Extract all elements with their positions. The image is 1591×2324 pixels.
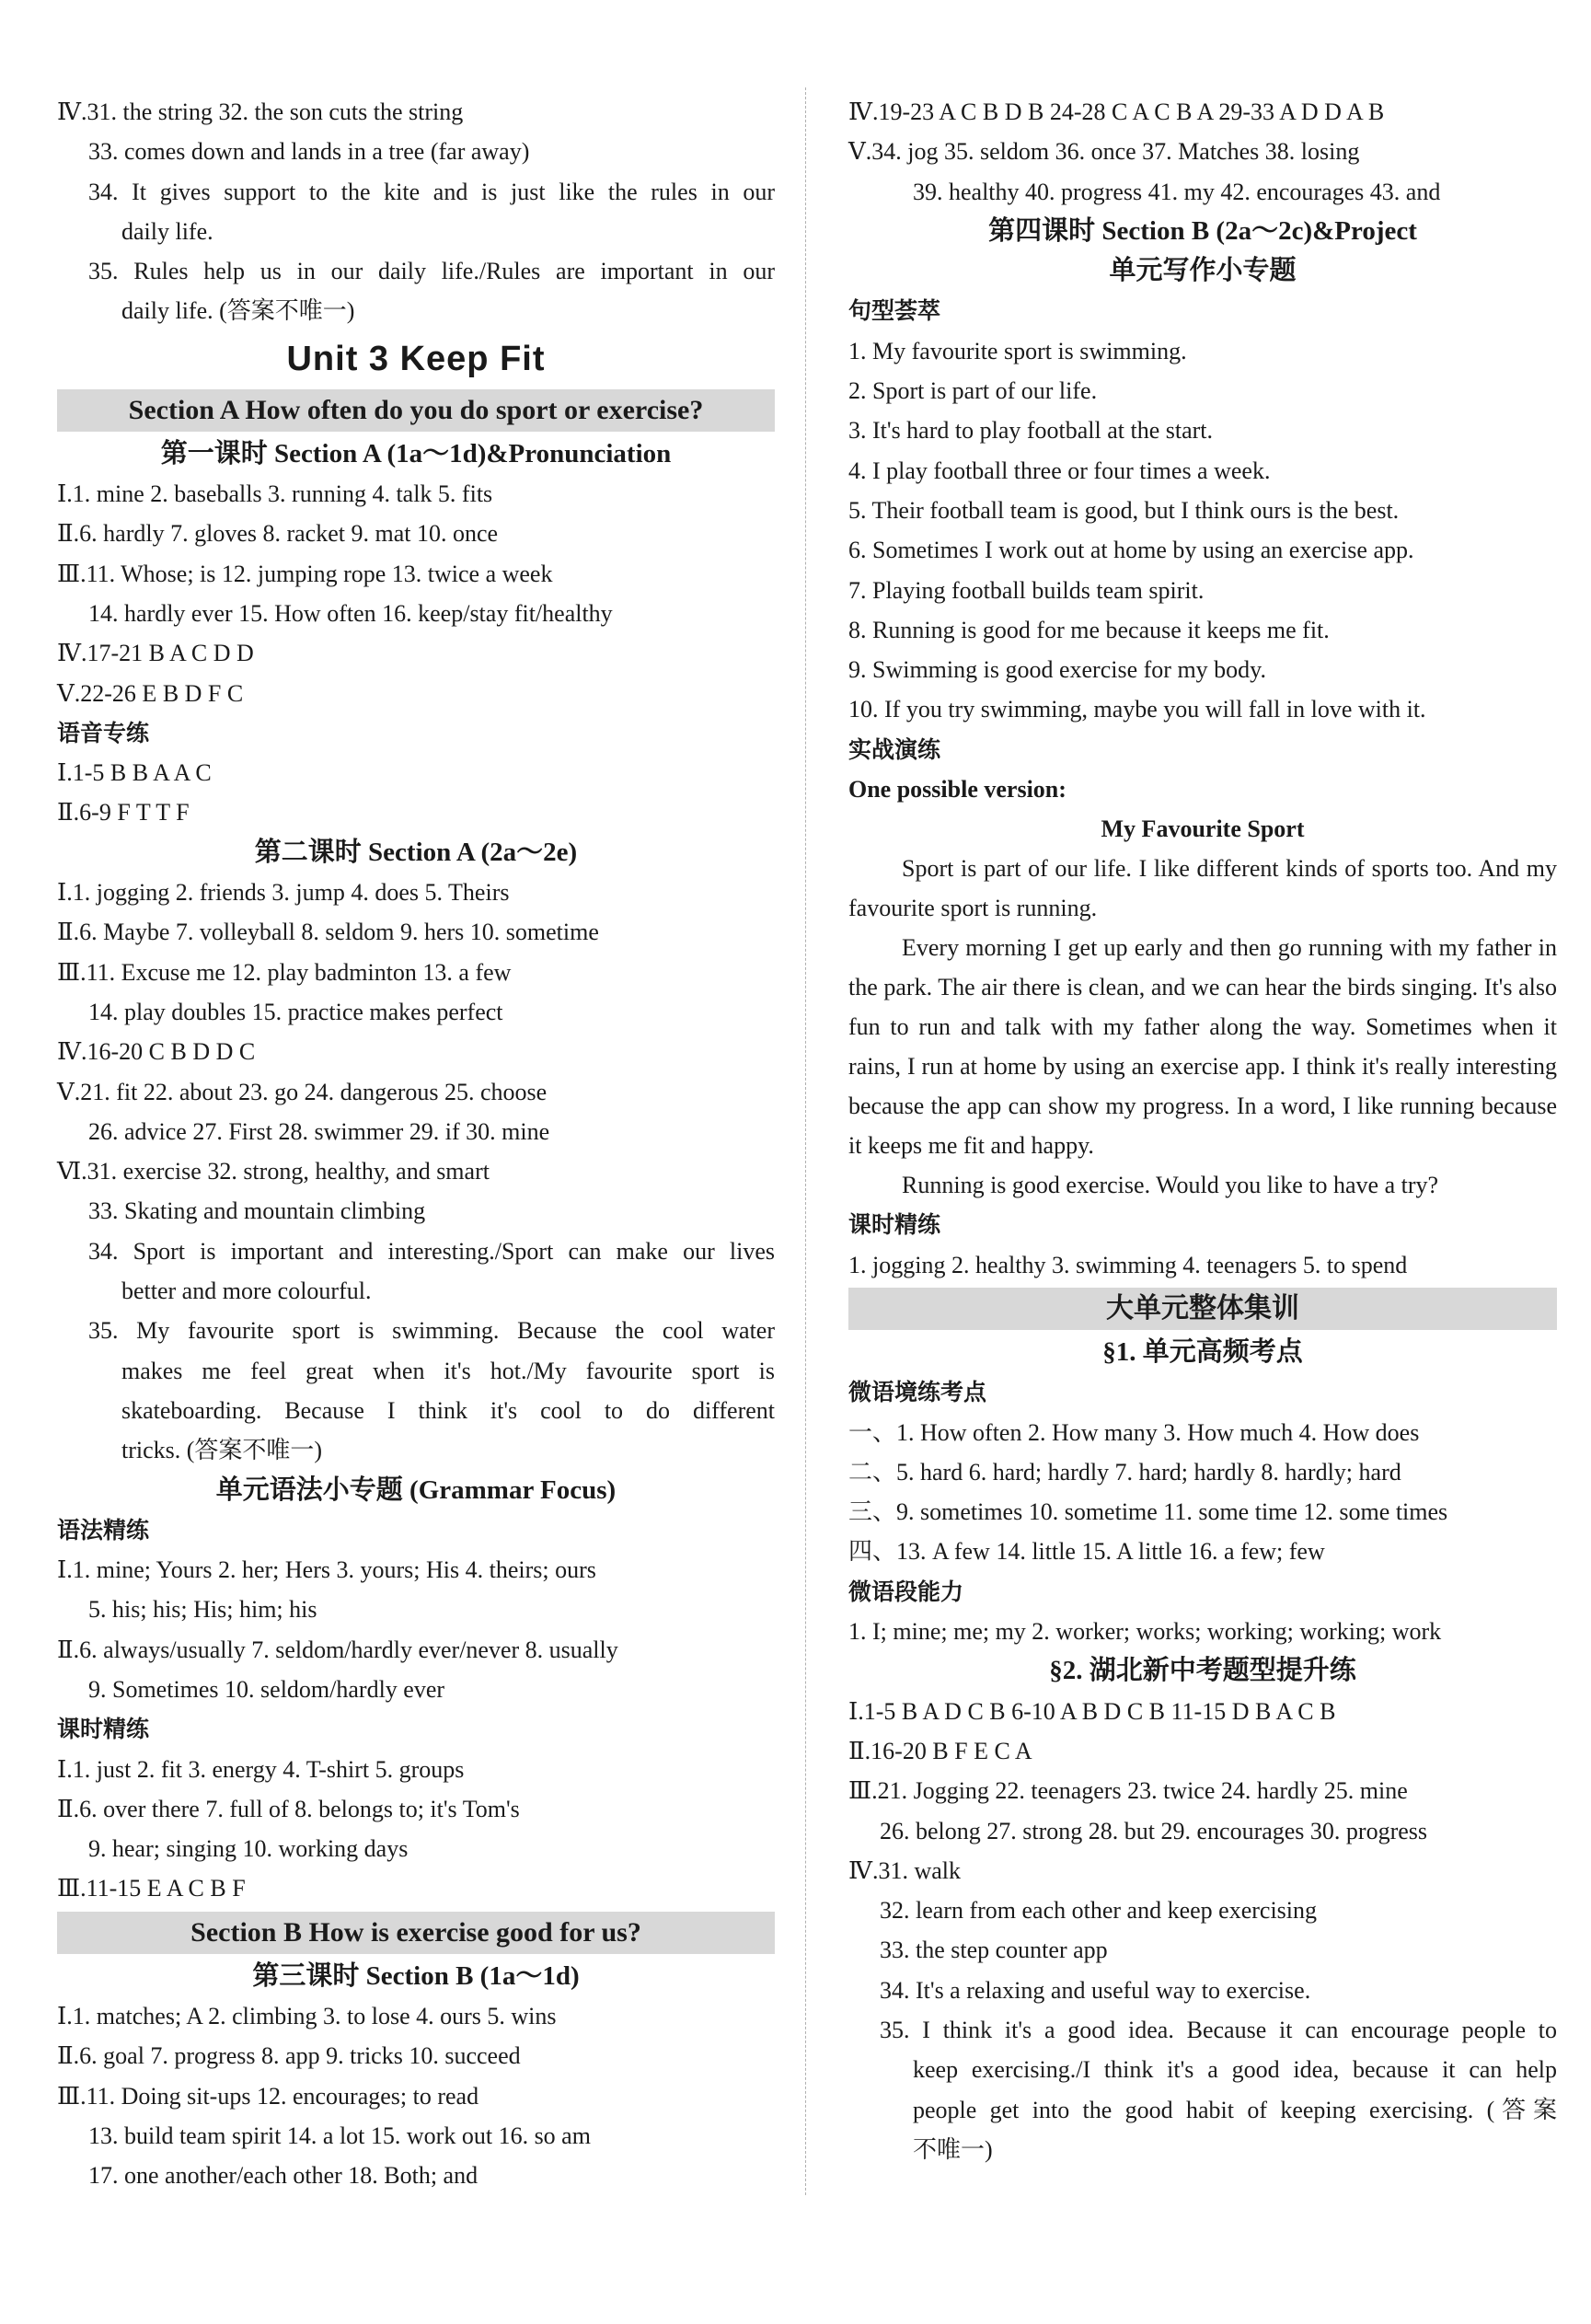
answer-line: 1. My favourite sport is swimming. [848, 337, 1187, 364]
section-label: 微语境练考点 [848, 1379, 987, 1406]
section-label: 语音专练 [57, 719, 150, 746]
answer-line: 8. Running is good for me because it keeps me fit. [848, 616, 1330, 643]
answer-line: keep exercising./I think it's a good idea, because it can help [913, 2056, 1557, 2084]
answer-line: 35. My favourite sport is swimming. Because the cool water [88, 1317, 775, 1345]
section-label: 微语段能力 [848, 1578, 964, 1605]
lesson-heading: §1. 单元高频考点 [1102, 1336, 1303, 1367]
section-label: 句型荟萃 [848, 297, 941, 325]
answer-line: 26. belong 27. strong 28. but 29. encourages 30. progress [880, 1817, 1428, 1844]
answer-line: Ⅱ.6. over there 7. full of 8. belongs to; it's Tom's [57, 1795, 520, 1822]
answer-line: 三、9. sometimes 10. sometime 11. some time 12. some times [848, 1498, 1448, 1526]
section-label: 课时精练 [848, 1211, 941, 1239]
answer-line: Ⅳ.19-23 A C B D B 24-28 C A C B A 29-33 A D D A B [848, 98, 1385, 125]
answer-line: better and more colourful. [121, 1278, 372, 1305]
answer-line: 32. learn from each other and keep exercising [880, 1897, 1318, 1925]
answer-column-right [848, 92, 1557, 2169]
answer-line: 9. Swimming is good exercise for my body. [848, 656, 1266, 684]
section-label: 实战演练 [848, 735, 941, 763]
answer-line: 10. If you try swimming, maybe you will fall in love with it. [848, 696, 1426, 723]
lesson-heading: 第四课时 Section B (2a～2c)&Project [988, 215, 1417, 246]
answer-line: 7. Playing football builds team spirit. [848, 576, 1205, 604]
answer-line: 35. I think it's a good idea. Because it can encourage people to [880, 2016, 1557, 2043]
answer-line: 13. build team spirit 14. a lot 15. work out 16. so am [88, 2122, 591, 2149]
lesson-heading: 第三课时 Section B (1a～1d) [252, 1960, 580, 1991]
lesson-heading: 单元写作小专题 [1109, 256, 1297, 286]
answer-line: Ⅰ.1. mine; Yours 2. her; Hers 3. yours; His 4. theirs; ours [57, 1556, 596, 1584]
answer-line: 4. I play football three or four times a week. [848, 457, 1271, 484]
answer-line: daily life. (答案不唯一) [121, 297, 355, 325]
answer-line: 33. Skating and mountain climbing [88, 1197, 426, 1225]
lesson-heading: §2. 湖北新中考题型提升练 [1049, 1656, 1356, 1686]
answer-line: Ⅰ.1-5 B A D C B 6-10 A B D C B 11-15 D B A C B [848, 1697, 1336, 1725]
answer-line: Ⅰ.1-5 B B A A C [57, 759, 212, 787]
answer-line: skateboarding. Because I think it's cool to do different [121, 1396, 775, 1424]
section-banner: Section A How often do you do sport or exercise? [57, 389, 775, 432]
answer-line: makes me feel great when it's hot./My favourite sport is [121, 1357, 775, 1384]
answer-line: Ⅲ.11. Excuse me 12. play badminton 13. a few [57, 958, 512, 986]
answer-line: 3. It's hard to play football at the start. [848, 417, 1214, 445]
essay-paragraph: Sport is part of our life. I like different kinds of sports too. And my favourite sport is running. [848, 855, 1557, 922]
answer-line: 34. Sport is important and interesting./Sport can make our lives [88, 1237, 775, 1265]
answer-line: 9. hear; singing 10. working days [88, 1835, 409, 1863]
answer-line: 14. hardly ever 15. How often 16. keep/stay fit/healthy [88, 599, 613, 627]
answer-line: 不唯一) [913, 2135, 993, 2163]
essay-paragraph: Running is good exercise. Would you like to have a try? [902, 1172, 1439, 1199]
answer-line: Ⅳ.31. the string 32. the son cuts the string [57, 98, 464, 125]
answer-line: 四、13. A few 14. little 15. A little 16. a few; few [848, 1538, 1325, 1566]
answer-line: 39. healthy 40. progress 41. my 42. encourages 43. and [913, 178, 1441, 205]
answer-line: 1. I; mine; me; my 2. worker; works; working; working; work [848, 1618, 1442, 1646]
answer-line: Ⅱ.6. goal 7. progress 8. app 9. tricks 10. succeed [57, 2042, 521, 2070]
lesson-heading: 第一课时 Section A (1a～1d)&Pronunciation [160, 438, 672, 468]
answer-line: Ⅴ.21. fit 22. about 23. go 24. dangerous 25. choose [57, 1078, 548, 1105]
answer-line: Ⅴ.34. jog 35. seldom 36. once 37. Matches 38. losing [848, 138, 1360, 166]
answer-line: 34. It gives support to the kite and is just like the rules in our [88, 178, 775, 205]
essay-title: My Favourite Sport [1101, 815, 1305, 843]
answer-line: Ⅱ.6. Maybe 7. volleyball 8. seldom 9. hers 10. sometime [57, 919, 599, 946]
answer-line: Ⅲ.11. Doing sit-ups 12. encourages; to read [57, 2082, 479, 2110]
lesson-heading: 单元语法小专题 (Grammar Focus) [215, 1474, 617, 1505]
answer-line: Ⅲ.21. Jogging 22. teenagers 23. twice 24. hardly 25. mine [848, 1777, 1408, 1805]
column-divider [805, 87, 806, 2195]
answer-line: 14. play doubles 15. practice makes perfect [88, 998, 503, 1025]
answer-line: Ⅰ.1. jogging 2. friends 3. jump 4. does 5. Theirs [57, 879, 510, 907]
answer-line: 5. his; his; His; him; his [88, 1596, 317, 1624]
answer-line: Ⅱ.6. always/usually 7. seldom/hardly ever/never 8. usually [57, 1636, 618, 1663]
answer-line: Ⅱ.16-20 B F E C A [848, 1737, 1032, 1764]
answer-line: Ⅳ.16-20 C B D D C [57, 1038, 256, 1066]
section-banner: Section B How is exercise good for us? [57, 1912, 775, 1954]
answer-line: Ⅱ.6-9 F T T F [57, 799, 190, 827]
answer-line: 6. Sometimes I work out at home by using an exercise app. [848, 537, 1414, 564]
answer-line: 35. Rules help us in our daily life./Rules are important in our [88, 258, 775, 285]
answer-line: 33. comes down and lands in a tree (far away) [88, 138, 530, 166]
answer-line: 一、1. How often 2. How many 3. How much 4. How does [848, 1418, 1420, 1446]
answer-line: 2. Sport is part of our life. [848, 377, 1098, 405]
answer-line: tricks. (答案不唯一) [121, 1437, 323, 1464]
answer-line: Ⅵ.31. exercise 32. strong, healthy, and smart [57, 1158, 490, 1185]
section-banner: 大单元整体集训 [848, 1288, 1557, 1330]
answer-column-left [57, 92, 775, 2196]
answer-line: daily life. [121, 217, 213, 245]
answer-line: 33. the step counter app [880, 1937, 1108, 1964]
lesson-heading: 第二课时 Section A (2a～2e) [254, 837, 578, 867]
answer-line: Ⅴ.22-26 E B D F C [57, 679, 244, 707]
answer-line: Ⅰ.1. matches; A 2. climbing 3. to lose 4. ours 5. wins [57, 2003, 557, 2030]
answer-line: Ⅳ.31. walk [848, 1856, 962, 1884]
answer-line: Ⅲ.11. Whose; is 12. jumping rope 13. twice a week [57, 560, 553, 587]
essay-paragraph: Every morning I get up early and then go running with my father in the park. The air there is clean, and we can hear the birds singing. It's also fun to run and talk with my father along the way. Sometimes when it rains, I run at home by using an exercise app. I think it's really interesting because the app can show my progress. In a word, I like running because it keeps me fit and happy. [848, 934, 1557, 1160]
answer-line: 二、5. hard 6. hard; hardly 7. hard; hardly 8. hardly; hard [848, 1458, 1401, 1486]
answer-line: 26. advice 27. First 28. swimmer 29. if 30. mine [88, 1117, 550, 1145]
answer-line: Ⅳ.17-21 B A C D D [57, 640, 254, 667]
answer-line: 9. Sometimes 10. seldom/hardly ever [88, 1675, 445, 1703]
answer-line: people get into the good habit of keeping exercising. (答案 [913, 2096, 1557, 2123]
answer-line: Ⅲ.11-15 E A C B F [57, 1875, 246, 1902]
section-label: 课时精练 [57, 1716, 150, 1743]
answer-line: Ⅱ.6. hardly 7. gloves 8. racket 9. mat 10. once [57, 520, 499, 548]
answer-line: Ⅰ.1. mine 2. baseballs 3. running 4. talk 5. fits [57, 480, 493, 508]
answer-line: 17. one another/each other 18. Both; and [88, 2162, 478, 2190]
answer-line: 1. jogging 2. healthy 3. swimming 4. teenagers 5. to spend [848, 1251, 1408, 1278]
answer-line: 5. Their football team is good, but I think ours is the best. [848, 496, 1400, 524]
unit-title: Unit 3 Keep Fit [286, 339, 546, 378]
answer-line: Ⅰ.1. just 2. fit 3. energy 4. T-shirt 5. groups [57, 1755, 465, 1783]
version-label: One possible version: [848, 776, 1066, 804]
answer-line: 34. It's a relaxing and useful way to exercise. [880, 1976, 1311, 2004]
section-label: 语法精练 [57, 1516, 150, 1544]
